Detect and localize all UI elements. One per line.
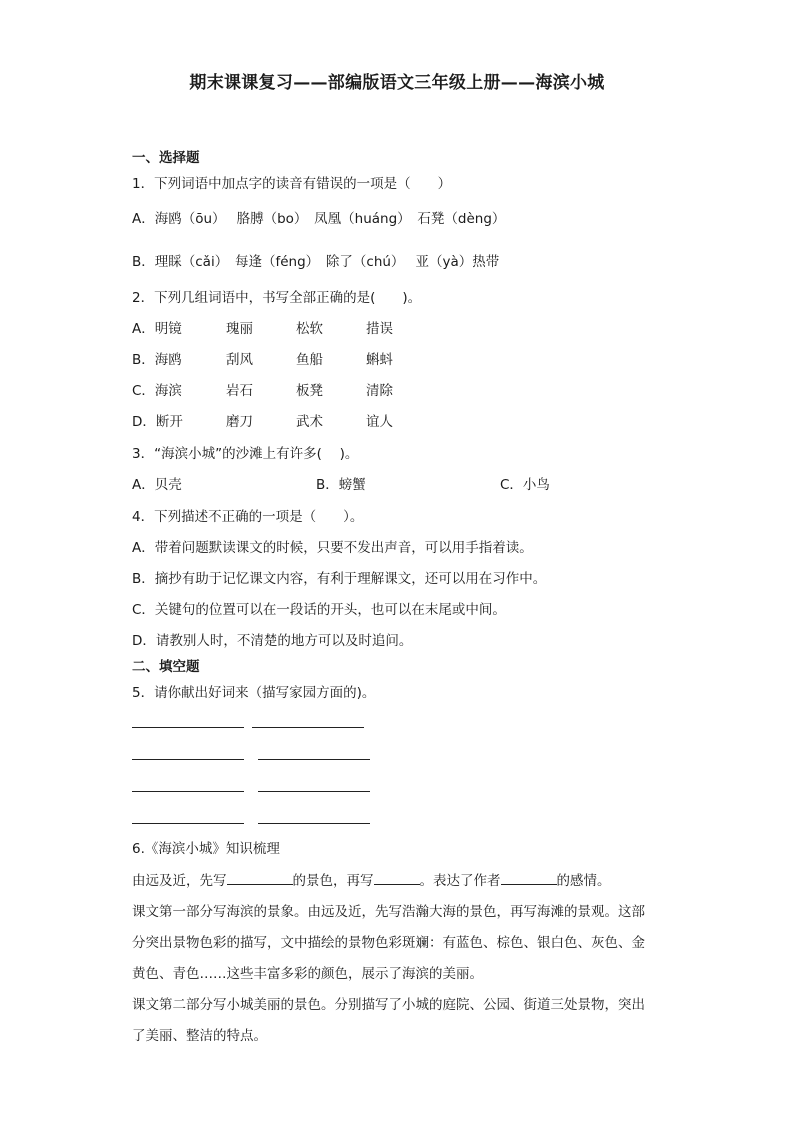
answer-blank[interactable] <box>252 726 364 728</box>
question-6-stem: 6.《海滨小城》知识梳理 <box>132 841 280 857</box>
answer-blank[interactable] <box>258 822 370 824</box>
question-5-stem: 5．请你献出好词来（描写家园方面的)。 <box>132 685 376 701</box>
question-1-stem: 1．下列词语中加点字的读音有错误的一项是（ ） <box>132 176 452 192</box>
option-word: 清除 <box>366 383 393 399</box>
option-word: 磨刀 <box>226 414 253 430</box>
option-word: 措误 <box>366 321 393 337</box>
question-2-stem: 2．下列几组词语中，书写全部正确的是( )。 <box>132 290 422 306</box>
option-word: 武术 <box>296 414 323 430</box>
option-b: B．螃蟹 <box>316 477 366 493</box>
paragraph-line: 了美丽、整洁的特点。 <box>132 1028 267 1044</box>
paragraph-line: 黄色、青色……这些丰富多彩的颜色，展示了海滨的美丽。 <box>132 966 483 982</box>
answer-blank[interactable] <box>374 872 420 885</box>
paragraph-line: 课文第一部分写海滨的景象。由远及近，先写浩瀚大海的景色，再写海滩的景观。这部 <box>132 904 645 920</box>
question-2-option-row <box>132 410 393 430</box>
paragraph-line: 课文第二部分写小城美丽的景色。分别描写了小城的庭院、公园、街道三处景物，突出 <box>132 997 645 1013</box>
answer-blank[interactable] <box>227 872 293 885</box>
sentence-part: 。表达了作者 <box>419 873 501 889</box>
paragraph-line: 分突出景物色彩的描写，文中描绘的景物色彩斑斓：有蓝色、棕色、银白色、灰色、金 <box>132 935 645 951</box>
section-heading-choice: 一、选择题 <box>132 150 200 166</box>
section-heading-fill: 二、填空题 <box>132 659 200 675</box>
option-c: C．小鸟 <box>500 477 550 493</box>
answer-blank[interactable] <box>132 790 244 792</box>
question-4-option-c: C．关键句的位置可以在一段话的开头，也可以在末尾或中间。 <box>132 602 506 618</box>
option-word: 松软 <box>296 321 323 337</box>
question-4-stem: 4．下列描述不正确的一项是（ ）。 <box>132 509 364 525</box>
question-1-option-a: A．海鸥（ōu） 胳膊（bo） 凤凰（huáng） 石凳（dèng） <box>132 211 506 227</box>
question-1-option-b: B．理睬（cǎi） 每逢（féng） 除了（chú） 亚（yà）热带 <box>132 254 500 270</box>
option-word: C．海滨 <box>132 383 182 399</box>
option-word: A．明镜 <box>132 321 182 337</box>
option-word: 瑰丽 <box>226 321 253 337</box>
question-6-fill-sentence <box>132 869 611 889</box>
option-word: B．海鸥 <box>132 352 182 368</box>
answer-blank[interactable] <box>501 872 557 885</box>
option-word: 蝌蚪 <box>366 352 393 368</box>
answer-blank[interactable] <box>258 790 370 792</box>
option-word: 鱼船 <box>296 352 323 368</box>
answer-blank[interactable] <box>132 726 244 728</box>
question-2-option-row <box>132 379 393 399</box>
option-word: 岩石 <box>226 383 253 399</box>
answer-blank[interactable] <box>258 758 370 760</box>
question-3-stem: 3．“海滨小城”的沙滩上有许多( )。 <box>132 446 359 462</box>
sentence-part: 的景色，再写 <box>292 873 374 889</box>
question-2-option-row <box>132 317 393 337</box>
answer-blank[interactable] <box>132 822 244 824</box>
option-word: 刮风 <box>226 352 253 368</box>
question-4-option-d: D．请教别人时，不清楚的地方可以及时追问。 <box>132 633 413 649</box>
option-word: 板凳 <box>296 383 323 399</box>
question-4-option-b: B．摘抄有助于记忆课文内容，有利于理解课文，还可以用在习作中。 <box>132 571 547 587</box>
option-a: A．贝壳 <box>132 477 182 493</box>
page-title: 期末课课复习——部编版语文三年级上册——海滨小城 <box>189 73 605 93</box>
sentence-part: 由远及近，先写 <box>132 873 227 889</box>
option-word: 谊人 <box>366 414 393 430</box>
option-word: D．断开 <box>132 414 183 430</box>
question-2-option-row <box>132 348 393 368</box>
question-3-options <box>132 473 550 493</box>
sentence-part: 的感情。 <box>556 873 611 889</box>
question-4-option-a: A．带着问题默读课文的时候，只要不发出声音，可以用手指着读。 <box>132 540 533 556</box>
answer-blank[interactable] <box>132 758 244 760</box>
